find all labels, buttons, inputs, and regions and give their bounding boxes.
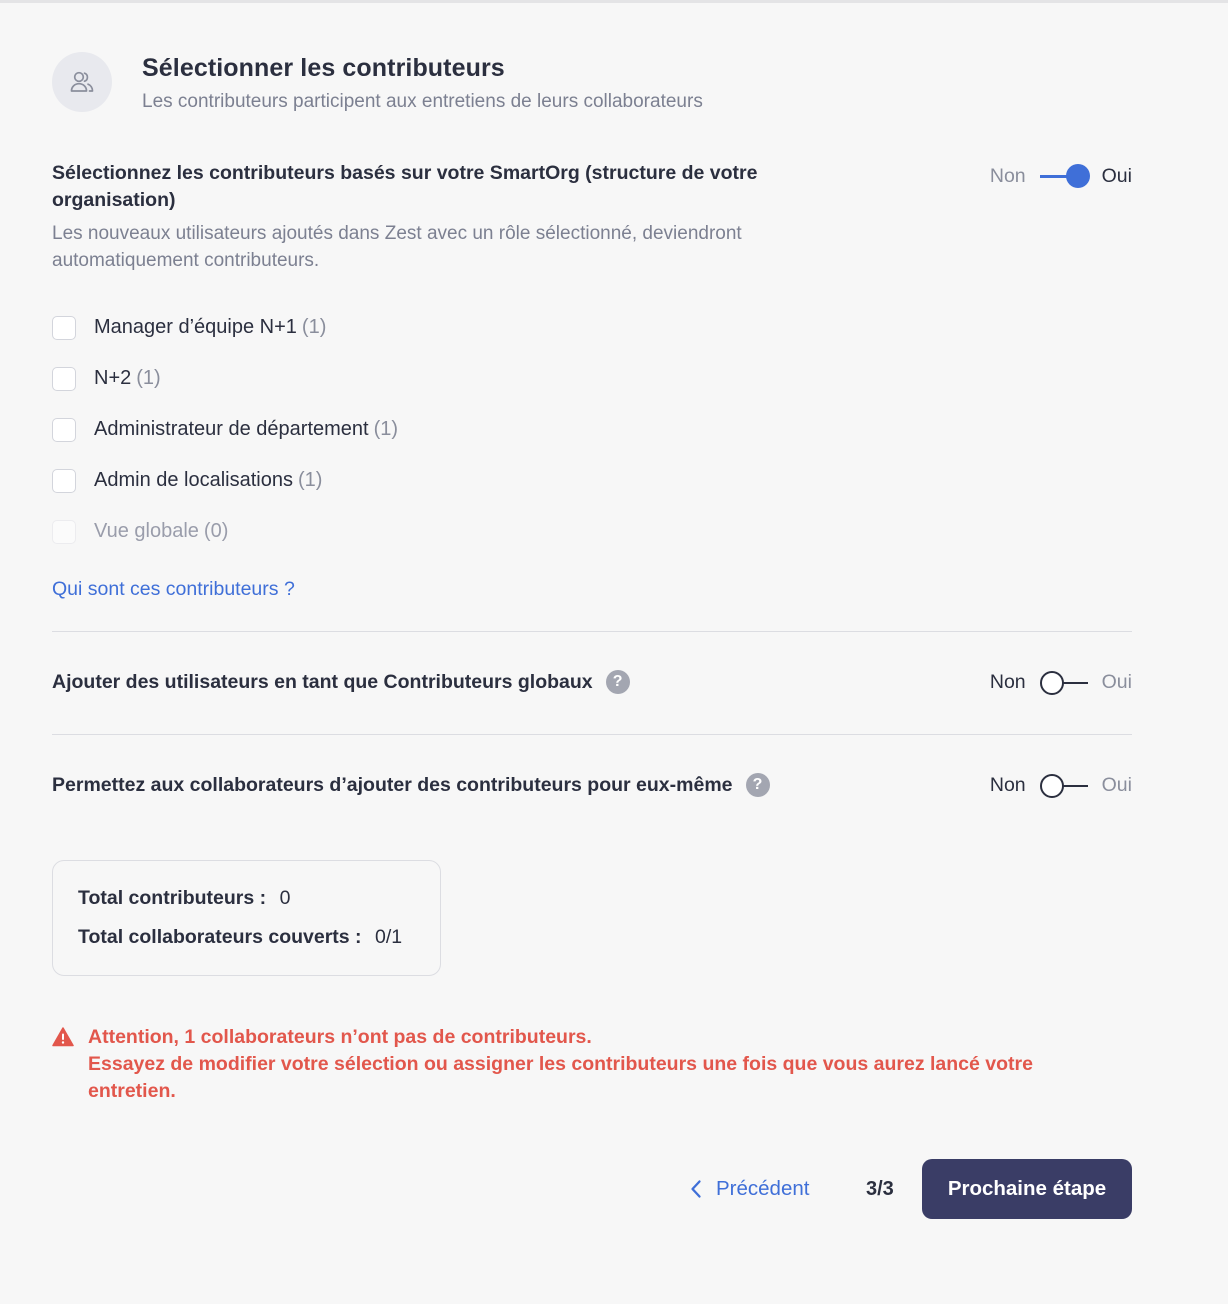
total-covered-label: Total collaborateurs couverts : — [78, 926, 362, 948]
self-add-toggle[interactable] — [1040, 774, 1090, 798]
option-department-admin[interactable] — [52, 404, 1132, 455]
smartorg-toggle-group — [990, 161, 1132, 191]
option-location-admin[interactable] — [52, 455, 1132, 506]
option-count: (0) — [203, 520, 229, 542]
total-contributors — [78, 887, 440, 926]
option-label: Administrateur de département — [94, 418, 369, 440]
smartorg-toggle[interactable] — [1040, 164, 1090, 188]
option-label: N+2 — [94, 367, 132, 389]
toggle-off-label[interactable]: Non — [989, 774, 1026, 796]
totals-card — [52, 860, 441, 976]
global-contributors-toggle[interactable] — [1040, 671, 1090, 695]
smartorg-title: Sélectionnez les contributeurs basés sur votre SmartOrg (structure de votre organisation) — [52, 162, 758, 211]
role-options — [52, 302, 1132, 557]
total-covered — [78, 926, 440, 965]
toggle-off-label[interactable]: Non — [989, 164, 1026, 187]
self-add-row — [52, 770, 1132, 800]
option-count: (1) — [136, 367, 161, 389]
warning-message — [52, 1024, 1112, 1105]
global-contributors-row — [52, 667, 1132, 697]
self-add-toggle-group — [990, 771, 1132, 801]
next-step-button[interactable]: Prochaine étape — [922, 1159, 1132, 1219]
option-count: (1) — [301, 316, 327, 338]
previous-label: Précédent — [716, 1177, 810, 1200]
warning-line-2: Essayez de modifier votre sélection ou assigner les contributeurs une fois que vous aurez lancé votre entretien. — [88, 1053, 1033, 1102]
footer-navigation — [0, 1159, 1132, 1219]
divider — [52, 734, 1132, 735]
checkbox[interactable] — [52, 418, 76, 442]
toggle-on-label[interactable]: Oui — [1101, 164, 1132, 187]
users-icon-badge — [52, 52, 112, 112]
option-manager-n1[interactable] — [52, 302, 1132, 353]
toggle-on-label[interactable]: Oui — [1101, 774, 1132, 796]
checkbox[interactable] — [52, 316, 76, 340]
question-icon[interactable]: ? — [606, 670, 630, 694]
warning-line-1: Attention, 1 collaborateurs n’ont pas de contributeurs. — [88, 1026, 592, 1048]
smartorg-section — [52, 160, 1132, 601]
page-header — [52, 52, 703, 113]
top-border — [0, 0, 1228, 3]
global-contributors-title: Ajouter des utilisateurs en tant que Contributeurs globaux — [52, 670, 593, 693]
option-count: (1) — [373, 418, 399, 440]
option-label: Admin de localisations — [94, 469, 293, 491]
contributors-help-link[interactable]: Qui sont ces contributeurs ? — [52, 578, 295, 600]
users-icon — [68, 68, 96, 96]
total-covered-value: 0/1 — [374, 926, 403, 948]
question-icon[interactable]: ? — [746, 773, 770, 797]
warning-triangle-icon — [52, 1026, 74, 1048]
step-indicator: 3/3 — [866, 1178, 894, 1200]
checkbox[interactable] — [52, 469, 76, 493]
total-contributors-value: 0 — [279, 887, 291, 909]
page-subtitle: Les contributeurs participent aux entretiens de leurs collaborateurs — [142, 91, 703, 112]
chevron-left-icon — [690, 1179, 702, 1199]
option-label: Manager d’équipe N+1 — [94, 316, 297, 338]
option-label: Vue globale — [94, 520, 199, 542]
option-global-view — [52, 506, 1132, 557]
toggle-on-label[interactable]: Oui — [1101, 671, 1132, 693]
smartorg-description: Les nouveaux utilisateurs ajoutés dans Zest avec un rôle sélectionné, deviendront automatiquement contributeurs. — [52, 223, 742, 271]
divider — [52, 631, 1132, 632]
checkbox[interactable] — [52, 367, 76, 391]
global-contributors-toggle-group — [990, 668, 1132, 698]
previous-button[interactable] — [690, 1159, 809, 1219]
page-title: Sélectionner les contributeurs — [142, 54, 505, 82]
toggle-off-label[interactable]: Non — [989, 671, 1026, 693]
checkbox — [52, 520, 76, 544]
self-add-title: Permettez aux collaborateurs d’ajouter des contributeurs pour eux-même — [52, 773, 733, 796]
option-count: (1) — [298, 469, 323, 491]
total-contributors-label: Total contributeurs : — [78, 887, 267, 909]
option-n2[interactable] — [52, 353, 1132, 404]
